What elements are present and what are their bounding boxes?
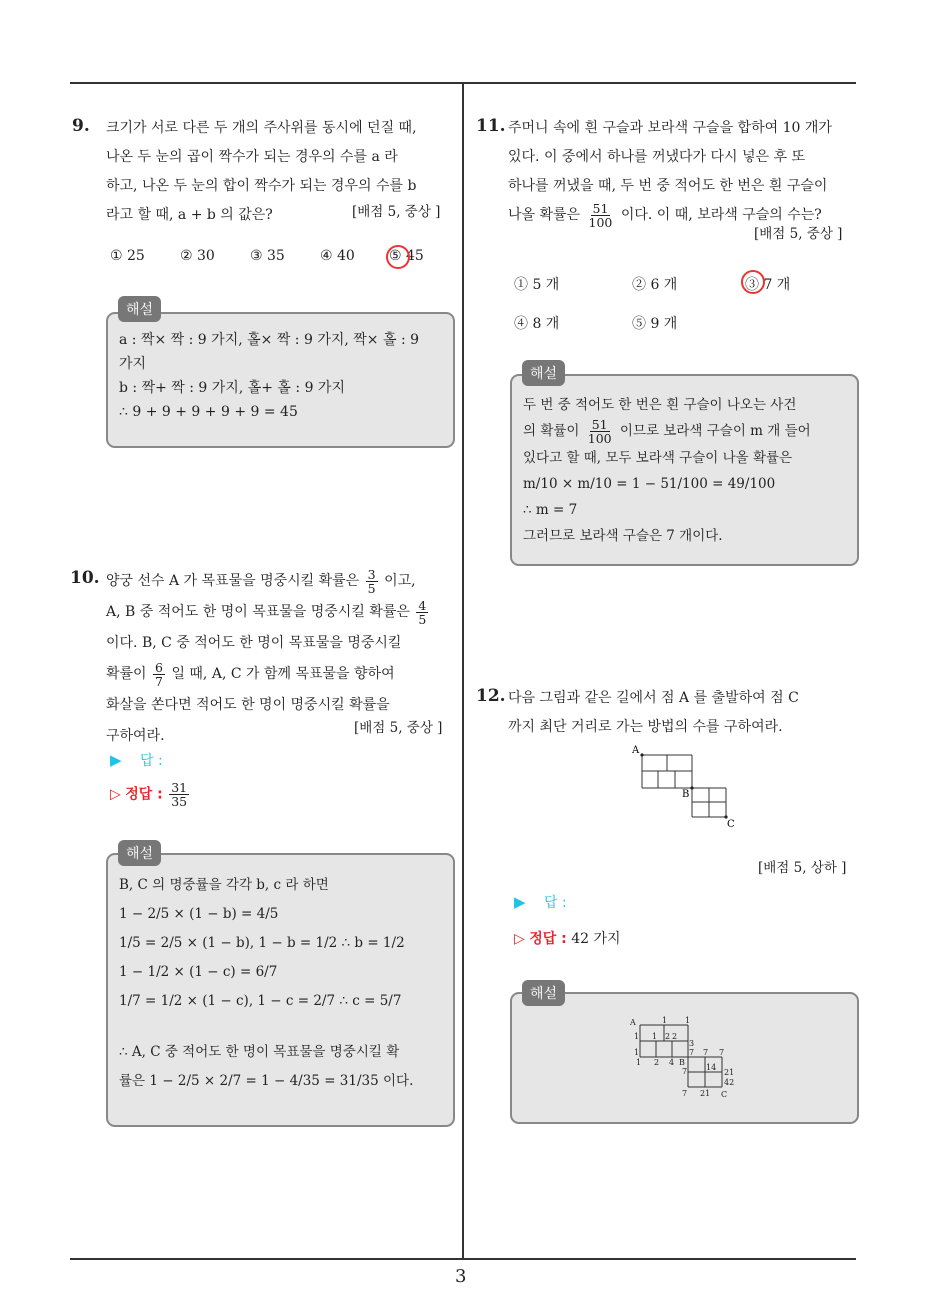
q9-choice-5[interactable]: ⑤ 45	[389, 248, 424, 264]
q10-correct-frac	[169, 781, 189, 808]
q11-text	[508, 114, 858, 230]
q10-meta: [배점 5, 중상 ]	[354, 720, 443, 736]
q10-line-1b: 이고,	[384, 573, 416, 589]
grid-num: B	[679, 1058, 685, 1067]
outline-triangle-icon: ▷	[514, 931, 525, 947]
q10-sol-line-6: ∴ A, C 중 적어도 한 명이 목표물을 명중시킬 확	[119, 1044, 400, 1060]
q11-sol-line-2	[523, 418, 853, 445]
point-b-label: B	[682, 789, 690, 800]
q9-sol-line-1: a : 짝× 짝 : 9 가지, 홀× 짝 : 9 가지, 짝× 홀 : 9	[119, 332, 420, 348]
q12-solution-tag: 해설	[522, 980, 565, 1006]
q10-answer-row	[110, 750, 163, 770]
q11-frac-num: 51	[592, 200, 609, 216]
play-triangle-icon: ▶	[514, 893, 526, 911]
q9-sol-line-2: 가지	[119, 356, 147, 372]
q11-answer-mark-icon	[741, 270, 765, 294]
q10-frac-2-num: 4	[418, 597, 427, 613]
q12-number: 12.	[476, 686, 506, 706]
outline-triangle-icon: ▷	[110, 786, 121, 803]
q9-choice-2[interactable]: ② 30	[180, 248, 215, 264]
q12-correct-label: 정답 :	[529, 931, 567, 947]
q12-correct-row	[514, 928, 621, 948]
q11-choice-3[interactable]: ③ 7 개	[745, 277, 791, 293]
grid-num: 2	[665, 1032, 671, 1041]
q9-choice-1[interactable]: ① 25	[110, 248, 145, 264]
grid-num: 3	[689, 1039, 695, 1048]
q12-solution-grid	[622, 1012, 752, 1102]
q9-line-3: 하고, 나온 두 눈의 합이 짝수가 되는 경우의 수를 b	[106, 178, 417, 194]
q12-answer-row	[514, 892, 567, 912]
page-number: 3	[455, 1266, 467, 1287]
grid-num: 42	[724, 1078, 735, 1087]
q10-sol-line-5: 1/7 = 1/2 × (1 − c), 1 − c = 2/7 ∴ c = 5/7	[119, 993, 402, 1009]
q12-meta: [배점 5, 상하 ]	[758, 860, 847, 876]
grid-num: 1	[685, 1016, 691, 1025]
point-b-dot	[690, 786, 693, 789]
q12-solution-box	[510, 992, 859, 1124]
q10-frac-1-num: 3	[367, 566, 376, 582]
q10-sol-line-4: 1 − 1/2 × (1 − c) = 6/7	[119, 964, 278, 980]
q10-line-5: 화살을 쏜다면 적어도 한 명이 명중시킬 확률을	[106, 697, 390, 713]
q11-line-4a: 나올 확률은	[508, 207, 581, 223]
q10-answer-label: 답 :	[140, 753, 163, 769]
grid-num: 1	[634, 1032, 640, 1041]
q11-choice-5[interactable]: ⑤ 9 개	[632, 316, 678, 332]
grid-num: 1	[662, 1016, 668, 1025]
q10-frac-3	[153, 661, 165, 688]
q11-line-2: 있다. 이 중에서 하나를 꺼냈다가 다시 넣은 후 또	[508, 149, 806, 165]
q11-sol-line-4: m/10 × m/10 = 1 − 51/100 = 49/100	[523, 476, 776, 492]
q10-line-2	[106, 597, 456, 628]
q10-solution-tag: 해설	[118, 840, 161, 866]
q11-meta: [배점 5, 중상 ]	[754, 226, 843, 242]
q12-answer-label: 답 :	[544, 895, 567, 911]
grid-num: 14	[706, 1063, 717, 1072]
column-divider	[462, 84, 464, 1260]
q11-choice-4[interactable]: ④ 8 개	[514, 316, 560, 332]
q9-sol-line-3: b : 짝+ 짝 : 9 가지, 홀+ 홀 : 9 가지	[119, 380, 345, 396]
q10-line-6: 구하여라.	[106, 728, 165, 744]
q9-choice-3[interactable]: ③ 35	[250, 248, 285, 264]
q10-solution-box	[106, 853, 455, 1127]
grid-num: A	[630, 1018, 636, 1027]
q11-line-3: 하나를 꺼냈을 때, 두 번 중 적어도 한 번은 흰 구슬이	[508, 178, 828, 194]
grid-num: 1	[636, 1058, 642, 1067]
q10-line-3: 이다. B, C 중 적어도 한 명이 목표물을 명중시킬	[106, 635, 402, 651]
q12-correct-value: 42 가지	[571, 931, 621, 947]
q9-choice-4[interactable]: ④ 40	[320, 248, 355, 264]
q10-frac-1-den: 5	[367, 580, 376, 596]
q10-line-2a: A, B 중 적어도 한 명이 목표물을 명중시킬 확률은	[106, 604, 410, 620]
q9-line-2: 나온 두 눈의 곱이 짝수가 되는 경우의 수를 a 라	[106, 149, 398, 165]
grid-num: 1	[652, 1032, 658, 1041]
q11-sol-frac	[586, 418, 614, 445]
q10-frac-1	[366, 568, 378, 595]
q10-sol-line-2: 1 − 2/5 × (1 − b) = 4/5	[119, 906, 279, 922]
q10-line-4a: 확률이	[106, 666, 147, 682]
q10-frac-2-den: 5	[418, 611, 427, 627]
q11-sol-frac-num: 51	[591, 417, 608, 432]
q10-frac-3-num: 6	[155, 659, 163, 675]
q10-line-1a: 양궁 선수 A 가 목표물을 명중시킬 확률은	[106, 573, 360, 589]
grid-num: 7	[682, 1089, 688, 1098]
q11-sol-line-6: 그러므로 보라색 구슬은 7 개이다.	[523, 528, 723, 544]
q10-sol-line-1: B, C 의 명중률을 각각 b, c 라 하면	[119, 877, 329, 893]
q12-grid-figure	[625, 742, 745, 830]
grid-num: 1	[634, 1048, 640, 1057]
grid-num: 2	[672, 1032, 678, 1041]
play-triangle-icon: ▶	[110, 751, 122, 769]
q10-number: 10.	[70, 568, 100, 588]
q11-solution-box	[510, 374, 859, 566]
q10-correct-label: 정답 :	[125, 786, 163, 803]
q12-text	[508, 684, 858, 742]
q10-line-4b: 일 때, A, C 가 함께 목표물을 향하여	[171, 666, 395, 682]
q10-correct-den: 35	[171, 794, 188, 809]
q9-solution-box	[106, 312, 455, 448]
q12-line-2: 까지 최단 거리로 가는 방법의 수를 구하여라.	[508, 719, 783, 735]
q9-answer-mark-icon	[386, 245, 410, 269]
point-a-label: A	[632, 745, 640, 756]
grid-num: C	[721, 1090, 728, 1099]
q9-sol-line-4: ∴ 9 + 9 + 9 + 9 + 9 = 45	[119, 404, 298, 420]
q10-frac-2	[416, 599, 428, 626]
grid-num: 7	[689, 1048, 695, 1057]
q11-sol-line-2a: 의 확률이	[523, 423, 580, 439]
q10-sol-line-7: 률은 1 − 2/5 × 2/7 = 1 − 4/35 = 31/35 이다.	[119, 1073, 414, 1089]
q11-sol-line-5: ∴ m = 7	[523, 502, 578, 518]
grid-num: 4	[669, 1058, 675, 1067]
q10-line-1	[106, 566, 456, 597]
q11-sol-line-1: 두 번 중 적어도 한 번은 흰 구슬이 나오는 사건	[523, 397, 797, 413]
grid-num: 2	[654, 1058, 660, 1067]
q9-number: 9.	[72, 116, 90, 136]
grid-num: 7	[703, 1048, 709, 1057]
q10-correct-num: 31	[171, 780, 188, 795]
point-c-label: C	[727, 819, 735, 830]
q10-correct-row	[110, 781, 191, 808]
q11-frac	[587, 202, 615, 229]
grid-num: 21	[700, 1089, 711, 1098]
q11-number: 11.	[476, 116, 506, 136]
q10-frac-3-den: 7	[155, 673, 163, 689]
q10-sol-line-3: 1/5 = 2/5 × (1 − b), 1 − b = 1/2 ∴ b = 1/2	[119, 935, 405, 951]
grid-num: 7	[682, 1067, 688, 1076]
q11-sol-frac-den: 100	[587, 431, 612, 446]
q11-solution-tag: 해설	[522, 360, 565, 386]
q9-solution-tag: 해설	[118, 296, 161, 322]
q11-line-4b: 이다. 이 때, 보라색 구슬의 수는?	[620, 207, 822, 223]
q11-frac-den: 100	[588, 214, 613, 230]
q9-meta: [배점 5, 중상 ]	[352, 204, 441, 220]
grid-num: 21	[724, 1068, 735, 1077]
q11-choice-1[interactable]: ① 5 개	[514, 277, 560, 293]
q11-line-1: 주머니 속에 흰 구슬과 보라색 구슬을 합하여 10 개가	[508, 120, 832, 136]
q11-sol-line-3: 있다고 할 때, 모두 보라색 구슬이 나올 확률은	[523, 450, 793, 466]
q9-line-1: 크기가 서로 다른 두 개의 주사위를 동시에 던질 때,	[106, 120, 417, 136]
q10-line-4	[106, 659, 456, 690]
grid-num: 7	[719, 1048, 725, 1057]
q9-line-4: 라고 할 때, a + b 의 값은?	[106, 207, 273, 223]
point-a-dot	[640, 753, 643, 756]
q11-choice-2[interactable]: ② 6 개	[632, 277, 678, 293]
q11-sol-line-2b: 이므로 보라색 구슬이 m 개 들어	[619, 423, 811, 439]
q12-line-1: 다음 그림과 같은 길에서 점 A 를 출발하여 점 C	[508, 690, 799, 706]
